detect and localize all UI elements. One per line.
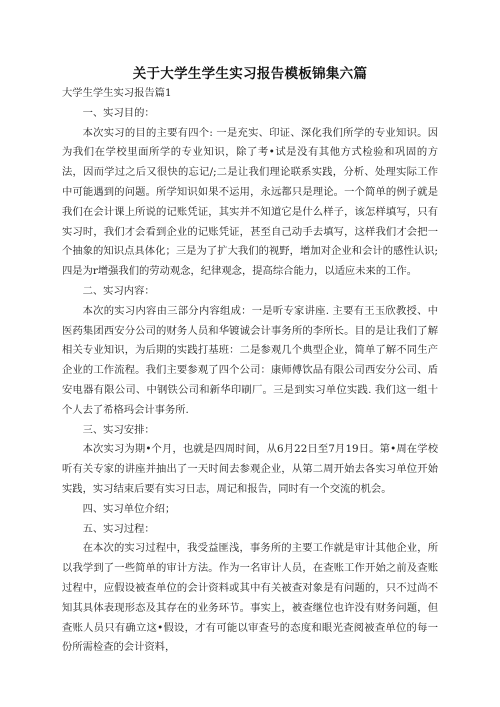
- paragraph-content: 本次的实习内容由三部分内容组成：一是听专家讲座. 主要有王玉欣教授、中医药集团西安分公司的财务人员和华镀诚会计事务所的李所长。目的是让我们了解相关专业知识，为后期的实践打基班：二是参观几个典型企业，简单了解不同生产企业的工作流程。我们主要参观了四个公司：康师傅饮品有限公司西安分公司、盾安电器有限公司、中钢铁公司和新华印刷厂。三是到实习单位实践. 我们这一组十个人去了希格玛会计事务所.: [62, 304, 438, 416]
- section-heading-content: 二、实习内容：: [82, 284, 155, 297]
- paragraph-schedule: 本次实习为期•个月，也就是四周时间，从6月22日至7月19日。第•周在学校听有关专家的讲座并抽出了一天时间去参观企业，从第二周开始去各实习单位开始实践，实习结束后要有实习日志，周记和报告，同时有一个交流的机会。: [62, 443, 438, 495]
- document-title: 关于大学生学生实习报告模板锦集六篇: [132, 66, 368, 82]
- document-subtitle: 大学生学生实习报告篇1: [62, 87, 172, 99]
- section-heading-process: 五、实习过程：: [82, 522, 155, 535]
- section-heading-purpose: 一、实习目的：: [82, 106, 155, 119]
- section-heading-unit-intro: 四、实习单位介绍；: [82, 502, 176, 515]
- paragraph-purpose: 本次实习的目的主要有四个: 一是充实、印证、深化我们所学的专业知识。因为我们在学校里面所学的专业知识，除了考•试是没有其他方式检验和巩固的方法，因而学过之后又很快的忘记/;二是让我们理论联系实践，分析、处理实际工作中可能遇到的问题。所学知识如果不运用，永远都只是理论。一个简单的例子就是我们在会计课上所说的记账凭证，其实并不知道它是什么样子，该怎样填写，只有实习时，我们才会看到企业的记账凭证，甚至自己动手去填写，这样我们才会把一个抽象的知识点具体化；三是为了扩大我们的视野，增加对企业和会计的感性认识; 四是为r增强我们的劳动观念，纪律观念，提高综合能力，以适应未来的工作。: [62, 126, 438, 278]
- document-body: [62, 84, 438, 658]
- paragraph-process: 在本次的实习过程中，我受益匪浅，事务所的主要工作就是审计其他企业，所以我学到了一些简单的审计方法。作为一名审计人员，在查账工作开始之前及查账过程中，应假设被查单位的会计资料或其中有关被查对象是有问题的，只不过尚不知其具体表现形态及其存在的业务环节。事实上，被查继位也许没有财务问题，但查账人员只有确立这•假设，才有可能以审查号的态度和眼光查阅被查单位的每一份所需检查的会计资料，: [62, 542, 438, 654]
- section-heading-schedule: 三、实习安排：: [82, 423, 155, 436]
